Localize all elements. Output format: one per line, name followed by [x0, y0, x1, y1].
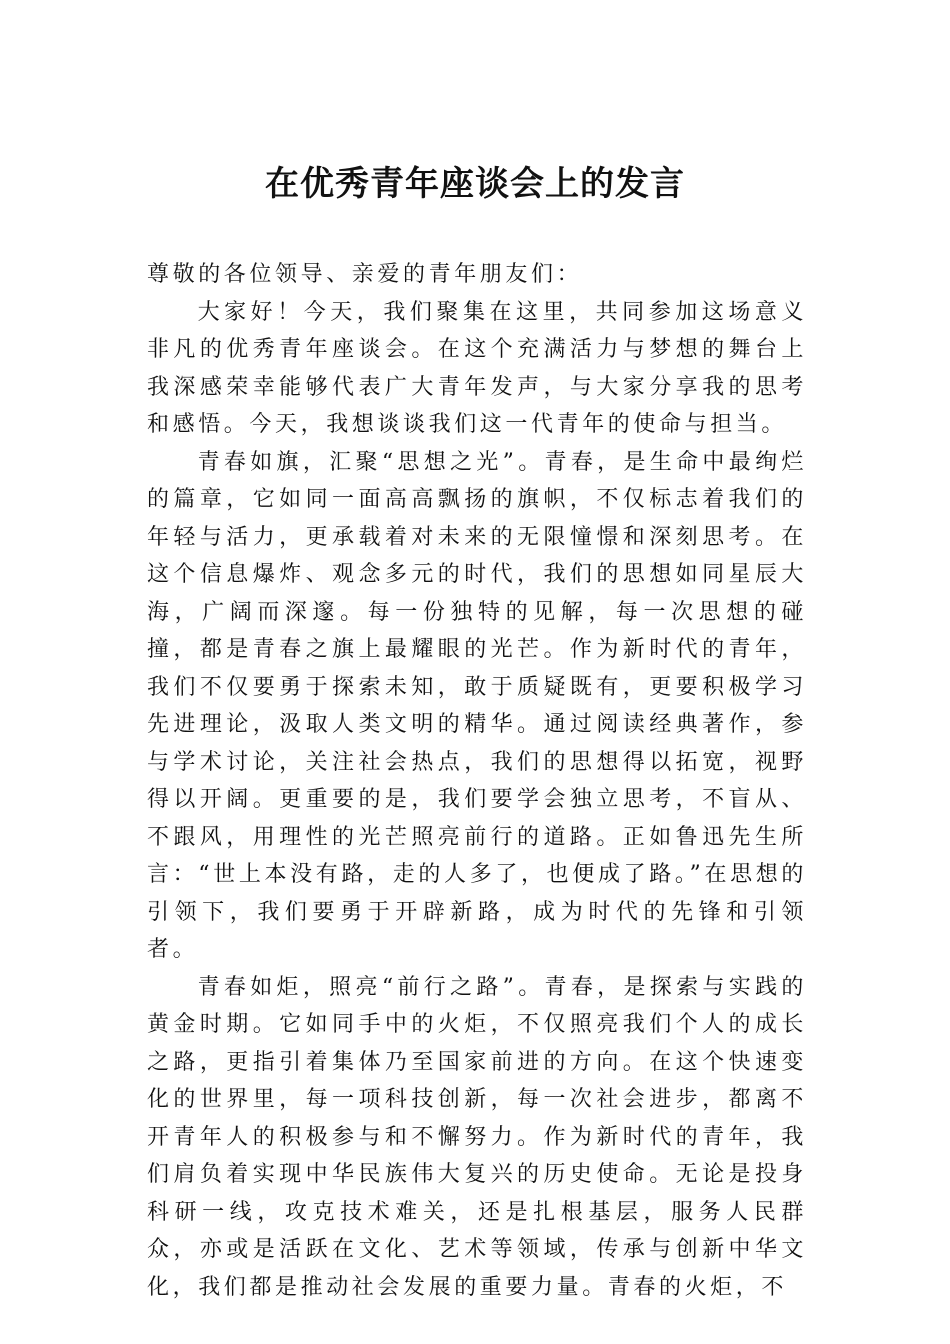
paragraph-3: 青春如炬，照亮“前行之路”。青春，是探索与实践的黄金时期。它如同手中的火炬，不仅照亮我们个人的成长之路，更指引着集体乃至国家前进的方向。在这个快速变化的世界里，每一项科技创新，每一次社会进步，都离不开青年人的积极参与和不懈努力。作为新时代的青年，我们肩负着实现中华民族伟大复兴的历史使命。无论是投身科研一线，攻克技术难关，还是扎根基层，服务人民群众，亦或是活跃在文化、艺术等领域，传承与创新中华文化，我们都是推动社会发展的重要力量。青春的火炬，不: [147, 974, 807, 1300]
paragraph-1: 大家好！今天，我们聚集在这里，共同参加这场意义非凡的优秀青年座谈会。在这个充满活力与梦想的舞台上我深感荣幸能够代表广大青年发声，与大家分享我的思考和感悟。今天，我想谈谈我们这一代青年的使命与担当。: [147, 299, 807, 437]
document-title: 在优秀青年座谈会上的发言: [265, 164, 685, 204]
paragraph-2: 青春如旗，汇聚“思想之光”。青春，是生命中最绚烂的篇章，它如同一面高高飘扬的旗帜，不仅标志着我们的年轻与活力，更承载着对未来的无限憧憬和深刻思考。在这个信息爆炸、观念多元的时代，我们的思想如同星辰大海，广阔而深邃。每一份独特的见解，每一次思想的碰撞，都是青春之旗上最耀眼的光芒。作为新时代的青年，我们不仅要勇于探索未知，敢于质疑既有，更要积极学习先进理论，汲取人类文明的精华。通过阅读经典著作，参与学术讨论，关注社会热点，我们的思想得以拓宽，视野得以开阔。更重要的是，我们要学会独立思考，不盲从、不跟风，用理性的光芒照亮前行的道路。正如鲁迅先生所言：“世上本没有路，走的人多了，也便成了路。”在思想的引领下，我们要勇于开辟新路，成为时代的先锋和引领者。: [147, 449, 807, 962]
salutation: 尊敬的各位领导、亲爱的青年朋友们：: [147, 262, 583, 287]
document-body: [147, 256, 807, 1306]
